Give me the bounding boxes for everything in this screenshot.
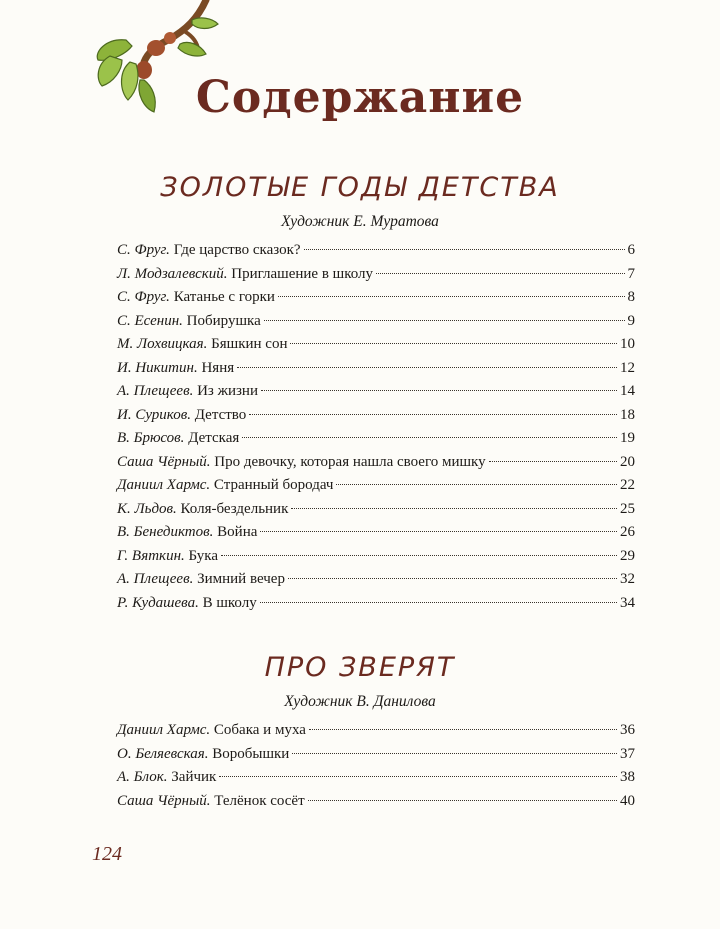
toc-entry — [117, 242, 635, 266]
toc-entry — [117, 571, 635, 595]
toc-entry-title: В школу — [202, 594, 257, 611]
toc-entry — [117, 454, 635, 478]
toc-entry-page: 14 — [620, 383, 635, 399]
toc-entry — [117, 360, 635, 384]
toc-list-golden-years — [117, 242, 635, 618]
toc-dot-leader — [278, 296, 625, 297]
toc-entry-page: 18 — [620, 406, 635, 423]
toc-entry-title: Катанье с горки — [173, 289, 275, 305]
toc-entry-page: 38 — [620, 769, 635, 785]
toc-entry — [117, 407, 635, 431]
toc-entry-author: С. Фруг. — [117, 242, 170, 258]
toc-entry — [117, 524, 635, 548]
toc-dot-leader — [292, 753, 617, 754]
toc-dot-leader — [489, 461, 617, 462]
page-title: Содержание — [195, 72, 525, 123]
toc-entry-author: Р. Кудашева. — [117, 594, 199, 611]
section-title-animals: ПРО ЗВЕРЯТ — [264, 652, 456, 683]
toc-dot-leader — [260, 602, 617, 603]
toc-entry — [117, 722, 635, 746]
toc-dot-leader — [308, 800, 617, 801]
toc-dot-leader — [242, 437, 617, 438]
toc-entry-author: А. Блок. — [117, 769, 168, 785]
toc-entry-title: Воробышки — [212, 745, 290, 762]
toc-entry-page: 34 — [620, 594, 635, 611]
toc-entry-title: Странный бородач — [213, 477, 334, 493]
section-artist-animals: Художник В. Данилова — [284, 693, 436, 710]
toc-entry — [117, 383, 635, 407]
toc-list-animals — [117, 722, 635, 816]
toc-entry-title: Приглашение в школу — [231, 265, 374, 282]
toc-entry — [117, 501, 635, 525]
toc-entry-title: Из жизни — [197, 383, 258, 399]
toc-entry-author: И. Никитин. — [117, 359, 198, 376]
toc-entry-title: Зайчик — [171, 769, 217, 785]
section-artist-golden-years: Художник Е. Муратова — [281, 213, 439, 230]
toc-entry — [117, 430, 635, 454]
toc-entry-page: 19 — [620, 430, 635, 446]
toc-entry-author: М. Лохвицкая. — [117, 336, 208, 352]
toc-entry-page: 32 — [620, 571, 635, 587]
toc-entry-author: В. Бенедиктов. — [117, 524, 214, 540]
toc-entry-title: Побирушка — [186, 312, 261, 329]
toc-entry — [117, 289, 635, 313]
toc-dot-leader — [291, 508, 617, 509]
toc-dot-leader — [376, 273, 624, 274]
toc-entry — [117, 313, 635, 337]
toc-entry-author: А. Плещеев. — [117, 571, 194, 587]
toc-entry-page: 36 — [620, 722, 635, 738]
toc-entry-title: Детство — [194, 406, 247, 423]
toc-entry-title: Бука — [188, 547, 218, 564]
toc-entry-title: Бяшкин сон — [211, 336, 288, 352]
toc-entry-author: Л. Модзалевский. — [117, 265, 228, 282]
toc-entry-page: 9 — [627, 312, 635, 329]
toc-entry-title: Про девочку, которая нашла своего мишку — [214, 453, 486, 470]
toc-entry-page: 10 — [620, 336, 635, 352]
toc-entry-author: С. Есенин. — [117, 312, 183, 329]
toc-entry-title: Телёнок сосёт — [214, 792, 305, 809]
toc-entry-author: В. Брюсов. — [117, 430, 185, 446]
toc-dot-leader — [219, 776, 617, 777]
toc-entry-title: Детская — [188, 430, 240, 446]
toc-entry-title: Коля-бездельник — [180, 500, 289, 517]
toc-dot-leader — [290, 343, 617, 344]
section-title-golden-years: ЗОЛОТЫЕ ГОДЫ ДЕТСТВА — [160, 172, 560, 203]
toc-entry — [117, 746, 635, 770]
toc-entry — [117, 336, 635, 360]
toc-entry-author: Г. Вяткин. — [117, 547, 185, 564]
toc-entry-title: Зимний вечер — [197, 571, 285, 587]
toc-dot-leader — [221, 555, 617, 556]
toc-entry-author: С. Фруг. — [117, 289, 170, 305]
toc-entry — [117, 769, 635, 793]
toc-entry — [117, 793, 635, 817]
toc-entry-page: 7 — [627, 265, 635, 282]
toc-dot-leader — [336, 484, 617, 485]
toc-entry-page: 6 — [627, 242, 635, 258]
toc-entry-author: А. Плещеев. — [117, 383, 194, 399]
toc-entry-author: И. Суриков. — [117, 406, 192, 423]
toc-dot-leader — [249, 414, 617, 415]
toc-entry-page: 26 — [620, 524, 635, 540]
toc-entry-page: 37 — [620, 745, 635, 762]
toc-entry-author: О. Беляевская. — [117, 745, 209, 762]
toc-entry — [117, 477, 635, 501]
page-number: 124 — [92, 843, 122, 865]
toc-entry — [117, 595, 635, 619]
toc-dot-leader — [309, 729, 617, 730]
toc-entry-page: 22 — [620, 477, 635, 493]
toc-entry-author: Саша Чёрный. — [117, 792, 211, 809]
toc-entry-title: Собака и муха — [213, 722, 306, 738]
toc-dot-leader — [260, 531, 617, 532]
toc-dot-leader — [264, 320, 625, 321]
toc-entry-author: К. Льдов. — [117, 500, 177, 517]
toc-dot-leader — [237, 367, 617, 368]
toc-entry-author: Саша Чёрный. — [117, 453, 211, 470]
toc-dot-leader — [261, 390, 617, 391]
toc-entry-page: 29 — [620, 547, 635, 564]
toc-entry-page: 8 — [627, 289, 635, 305]
toc-entry-page: 20 — [620, 453, 635, 470]
toc-entry — [117, 266, 635, 290]
toc-entry — [117, 548, 635, 572]
toc-dot-leader — [304, 249, 625, 250]
toc-dot-leader — [288, 578, 617, 579]
toc-entry-page: 25 — [620, 500, 635, 517]
toc-entry-author: Даниил Хармс. — [117, 477, 211, 493]
toc-entry-title: Война — [217, 524, 258, 540]
toc-entry-page: 12 — [620, 359, 635, 376]
toc-entry-page: 40 — [620, 792, 635, 809]
toc-entry-title: Где царство сказок? — [173, 242, 301, 258]
toc-entry-author: Даниил Хармс. — [117, 722, 211, 738]
toc-entry-title: Няня — [201, 359, 235, 376]
